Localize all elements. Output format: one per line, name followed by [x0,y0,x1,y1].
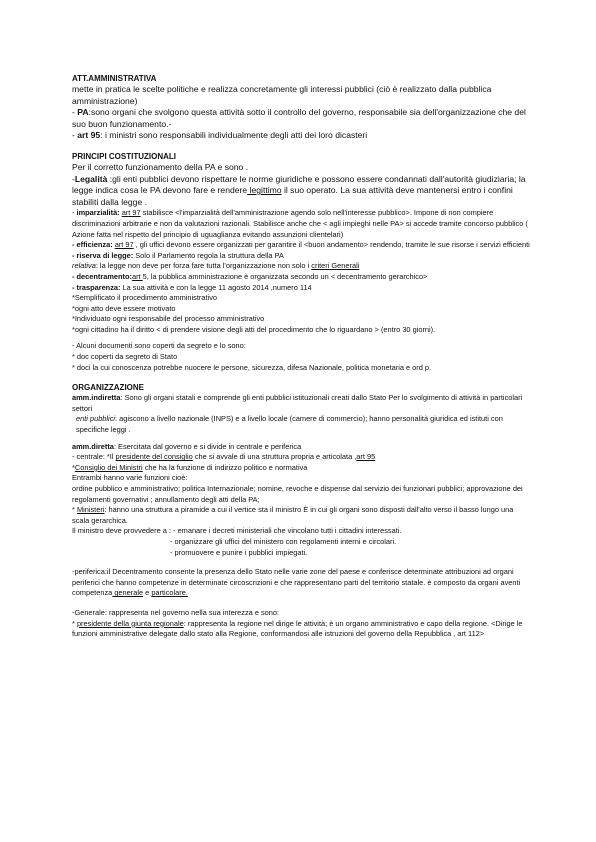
riserva-text: Solo il Parlamento regola la struttura della PA [133,250,284,260]
term-enti: enti pubblici [76,414,116,424]
paragraph-generale: -Generale: rappresenta nel governo nella sua interezza e sono: [72,607,280,617]
pa-text: :sono organi che svolgono questa attività sotto il controllo del governo, responsabile sia dell'organizzazione che del suo buon funzionamento.- [72,107,526,129]
art95-link[interactable]: art 95 [356,452,376,462]
enti-text: : agiscono a livello nazionale (INPS) e a livello locale (camere di commercio); hanno personalità giuridica ed istituti con specifiche leggi . [76,414,503,435]
paragraph-indiretta [72,393,532,414]
term-decentramento: - decentramento: [72,271,132,281]
legalita-text-b: il suo operato. La sua attività deve mantenersi entro i confini stabiliti dalla legge . [72,185,513,207]
relativa-link[interactable]: criteri Generali [311,261,360,271]
paragraph-principi-intro: Per il corretto funzionamento della PA e sono . [72,161,249,172]
term-imparzialita: imparzialità: [76,208,120,218]
section-heading-att-amministrativa: ATT.AMMINISTRATIVA [72,74,157,83]
decentramento-text: 5, la pubblica amministrazione è organizzata secondo un < decentramento gerarchico> [142,271,428,281]
efficienza-link[interactable]: art 97 [114,240,134,250]
paragraph-efficienza [72,240,532,251]
list-item-segreto1: * doc coperti da segreto di Stato [72,352,178,362]
giunta-text: : rappresenta la regione nel dirige le attività; è un organo amministrativo e capo della regione. <Dirige le funzioni amministrative delegate dallo stato alla Regione, conformandosi alle istruzioni del governo della Repubblica , art 112> [72,618,523,639]
paragraph-funzioni-intro: Entrambi hanno varie funzioni cioè: [72,473,188,483]
paragraph-legalita: -Legalità :gli enti pubblici devono rispettare le norme giuridiche e possono essere condannati dall'autorità giudiziaria; la legge indica cosa le PA devono fare e rendere legittimo il suo operato. La sua attività deve mantenersi entro i confini stabiliti dalla legge . [72,173,526,207]
list-item-segreto2: * doci la cui conoscenza potrebbe nuocere le persone, sicurezza, difesa Nazionale, politica monetaria e ord p. [72,362,432,372]
diretta-text: : Esercitata dal governo e si divide in centrale e periferica [113,441,302,451]
list-item-ministro2: - organizzare gli uffici del ministero con regolamenti interni e circolari. [170,536,397,546]
paragraph-decentramento [72,272,532,283]
term-legalita: Legalità [74,173,108,184]
document-body [72,73,532,640]
list-item-ministro3: - promuovere e punire i pubblici impiegati. [170,547,308,557]
legalita-link[interactable]: legittimo [247,185,282,196]
term-centrale: - centrale [72,452,103,462]
section-heading-organizzazione: ORGANIZZAZIONE [72,383,144,393]
list-item-star2: *ogni atto deve essere motivato [72,303,176,313]
paragraph-intro [72,84,532,107]
presidente-giunta-link[interactable]: presidente della giunta regionale [76,618,184,628]
periferica-and: e [143,588,152,598]
centrale-text-b: che si avvale di una struttura propria e articolata , [192,452,357,462]
paragraph-giunta [72,619,532,640]
term-indiretta: amm.indiretta [72,393,121,403]
imparzialita-text: stabilisce <l'imparzialità dell'amministrazione agendo solo nell'interesse pubblico>. Impone di non compiere discriminazioni arbitrarie e non da valutazioni razionali. Stabilisce anche che < agli impieghi nelle PA> si accede tramite concorso pubblico ( Azione fatta nel rispetto del principio di uguaglianza evitando assunzioni clientelari) [72,208,528,239]
cdm-text: che ha la funzione di indirizzo politico e normativa [142,462,308,472]
relativa-text: : la legge non deve per forza fare tutta l'organizzazione non solo i [95,261,312,271]
paragraph-funzioni: ordine pubblico e amministrativo; politica Internazionale; nomine, revoche e dispense dal servizio dei funzionari pubblici; approvazione dei regolamenti governativi ; annullamento degli atti della PA; [72,484,523,504]
term-art95: art 95 [77,130,101,141]
paragraph-ministeri: * Ministeri: hanno una struttura a piramide a cui il vertice sta il ministro È in cui gli organi sono disposti dall'alto verso il basso lungo una scala gerarchica. [72,505,514,525]
ministeri-text: : hanno una struttura a piramide a cui il vertice sta il ministro È in cui gli organi sono disposti dall'alto verso il basso lungo una scala gerarchica. [72,505,514,525]
paragraph-relativa [72,261,532,272]
paragraph-diretta [72,442,532,453]
centrale-text-a: : *Il [102,452,116,462]
efficienza-text: , gli uffici devono essere organizzati per garantire il <buon andamento> rendendo, tramite le sue risorse i servizi efficienti [133,240,530,250]
paragraph-riserva [72,251,532,262]
intro-text: mette in pratica le scelte politiche e realizza concretamente gli interessi pubblici (ciò è realizzato dalla pubblica amministrazione) [72,84,492,106]
paragraph-segreto-intro: - Alcuni documenti sono coperti da segreto e lo sono: [72,341,246,351]
legalita-text-a: :gli enti pubblici devono rispettare le norme giuridiche e possono essere condannati dall'autorità giudiziaria; la legge indica cosa le PA devono fare e rendere [72,173,526,196]
term-pa: PA [77,107,89,118]
paragraph-ministro-intro: Il ministro deve provvedere a : - emanare i decreti ministeriali che vincolano tutti i cittadini interessati. [72,526,402,536]
paragraph-centrale [72,452,532,463]
term-efficienza: - efficienza: [72,240,113,250]
consiglio-ministri-link[interactable]: Consiglio dei Ministri [74,462,143,472]
paragraph-periferica [72,567,532,599]
imparzialita-link[interactable]: art 97 [121,208,141,218]
trasparenza-text: La sua attività e con la legge 11 agosto 2014 ,numero 114 [120,282,312,292]
ministeri-link[interactable]: Ministeri [76,505,105,515]
paragraph-cdm: *Consiglio dei Ministri che ha la funzione di indirizzo politico e normativa [72,462,308,472]
giunta-bullet: * [72,618,77,628]
list-item-star4: *ogni cittadino ha il diritto < di prendere visione degli atti del procedimento che lo riguardano > (entro 30 giorni). [72,324,436,334]
art95-text: : i ministri sono responsabili individualmente degli atti dei loro dicasteri [100,130,368,141]
term-periferica: -periferica [72,567,105,577]
term-diretta: amm.diretta [72,441,114,451]
term-riserva: - riserva di legge: [72,250,134,260]
paragraph-art95: - art 95: i ministri sono responsabili individualmente degli atti dei loro dicasteri [72,130,368,141]
generale-link[interactable]: generale [112,588,144,598]
list-item-star3: *Individuato ogni responsabile del processo amministrativo [72,314,265,324]
term-trasparenza: - trasparenza: [72,282,121,292]
term-relativa: relativa [72,261,96,271]
periferica-text: :il Decentramento consente la presenza dello Stato nelle varie zone del paese e conferisce determinate attribuzioni ad organi periferici che hanno competenze in determinate circoscrizioni e che rappresentano parti del territorio statale. è composto da organi aventi competenza [72,567,521,598]
paragraph-imparzialita: - imparzialità: art 97 stabilisce <l'imparzialità dell'amministrazione agendo solo nell'interesse pubblico>. Impone di non compiere discriminazioni arbitrarie e non da valutazioni razionali. Stabilisce anche che < agli impieghi nelle PA> si accede tramite concorso pubblico ( Azione fatta nel rispetto del principio di uguaglianza evitando assunzioni clientelari) [72,208,528,239]
indiretta-text: : Sono gli organi statali e comprende gli enti pubblici istituzionali creati dallo Stato Per lo svolgimento di attività in particolari settori [72,393,523,413]
paragraph-pa: - PA:sono organi che svolgono questa attività sotto il controllo del governo, responsabile sia dell'organizzazione che del suo buon funzionamento.- [72,107,526,129]
decentramento-link[interactable]: art [131,271,143,281]
particolare-link[interactable]: particolare. [151,588,188,598]
list-item-star1: *Semplificato il procedimento amministrativo [72,293,217,303]
paragraph-trasparenza [72,283,532,294]
section-heading-principi: PRINCIPI COSTITUZIONALI [72,151,176,161]
paragraph-enti [72,414,532,435]
presidente-consiglio-link[interactable]: presidente del consiglio [115,452,193,462]
